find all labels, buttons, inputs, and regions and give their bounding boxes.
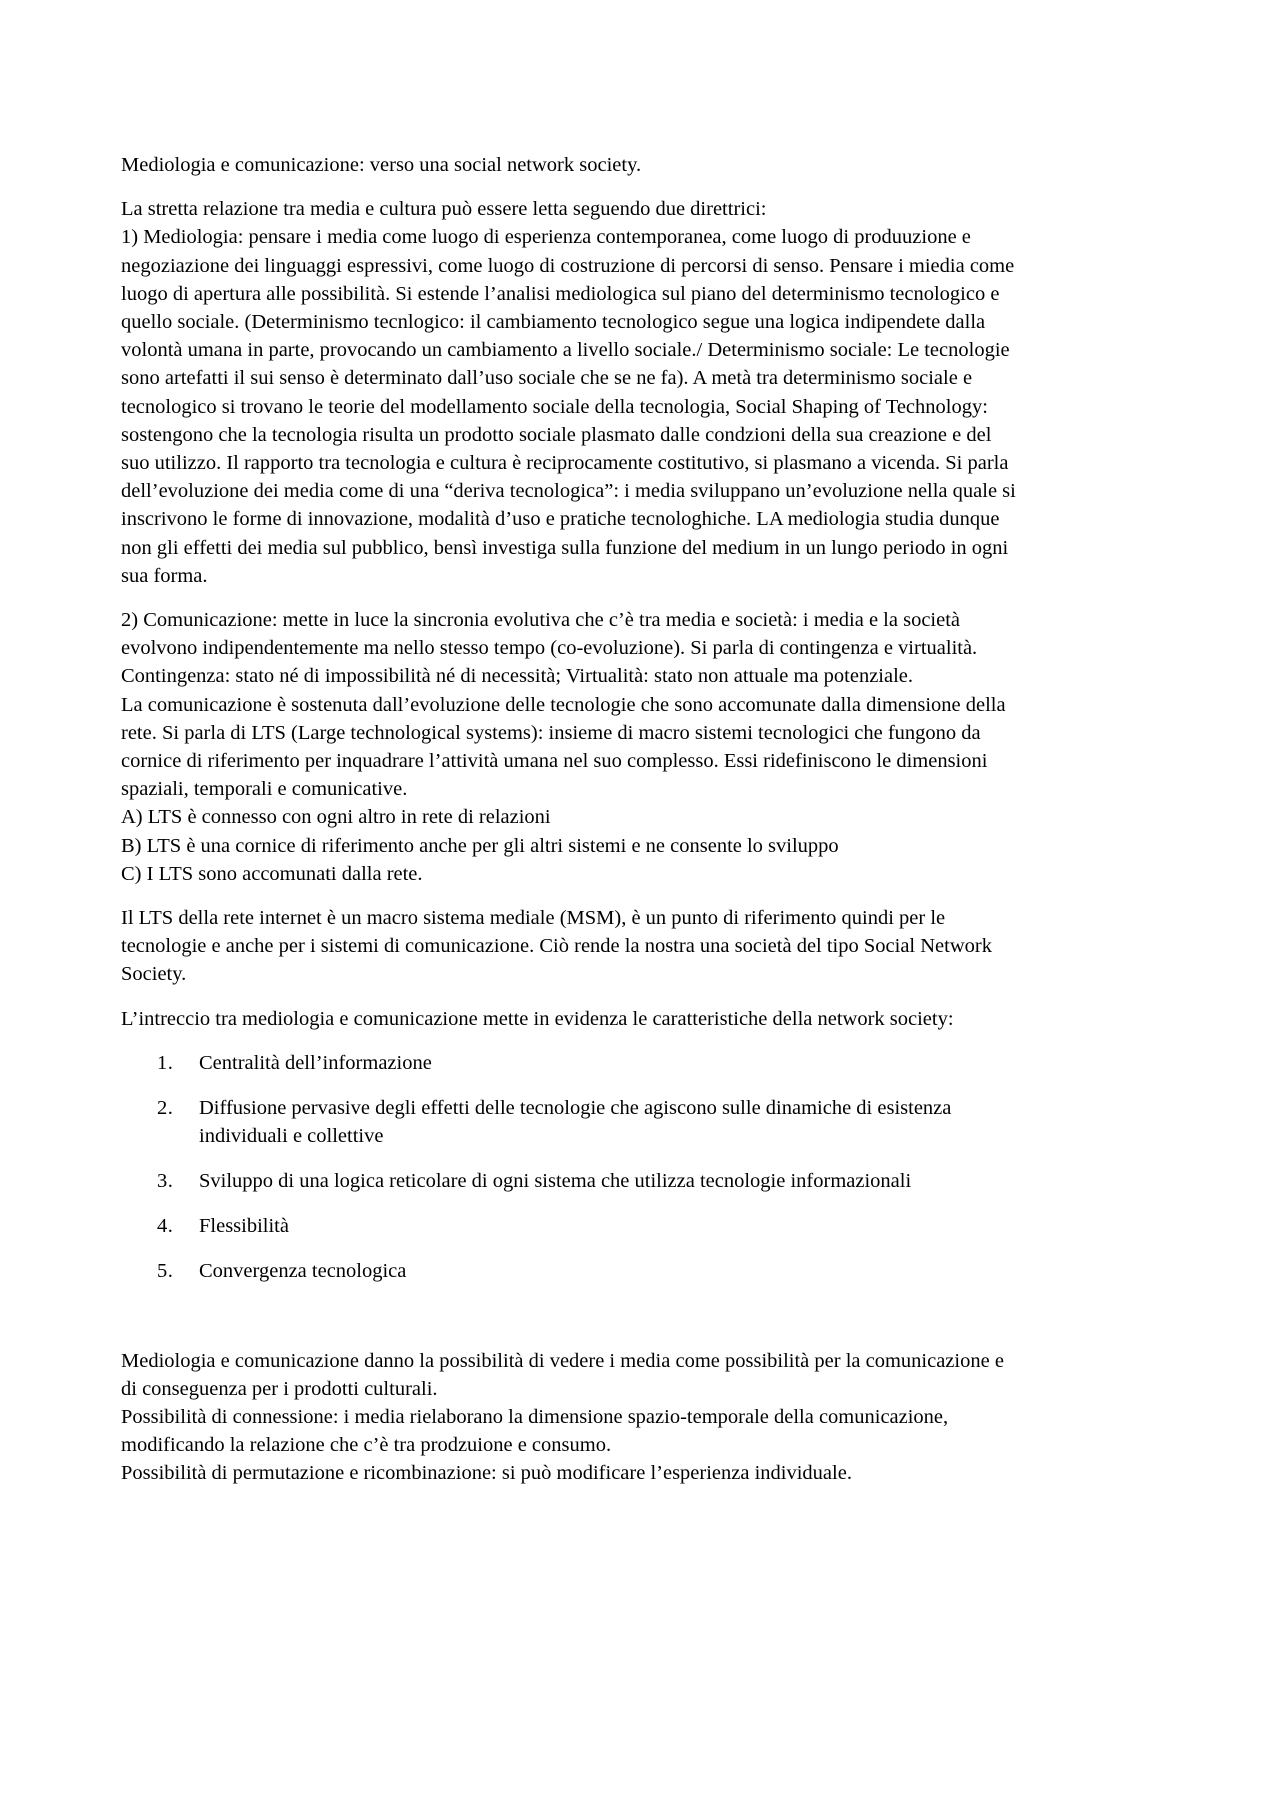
conclusion-paragraph [121, 1347, 1171, 1488]
text-line: individuali e collettive [199, 1124, 384, 1147]
text-line: sua forma. [121, 564, 208, 587]
list-item [121, 1257, 1171, 1285]
text-line: Mediologia e comunicazione danno la possibilità di vedere i media come possibilità per la comunicazione e [121, 1349, 1004, 1372]
text-line: negoziazione dei linguaggi espressivi, come luogo di costruzione di percorsi di senso. Pensare i miedia come [121, 254, 1015, 277]
characteristics-list [121, 1049, 1171, 1285]
list-number: 4. [157, 1214, 174, 1237]
title-line: Mediologia e comunicazione: verso una social network society. [121, 154, 642, 176]
list-number: 1. [157, 1051, 174, 1074]
network-intro-paragraph [121, 1005, 1171, 1033]
text-line: inscrivono le forme di innovazione, modalità d’uso e pratiche tecnologhiche. LA mediologia studia dunque [121, 508, 1000, 531]
text-line: Convergenza tecnologica [199, 1259, 407, 1282]
text-line: sono artefatti il sui senso è determinato dall’uso sociale che se ne fa). A metà tra determinismo sociale e [121, 367, 973, 390]
text-line: dell’evoluzione dei media come di una “deriva tecnologica”: i media sviluppano un’evoluzione nella quale si [121, 480, 1016, 503]
text-line: Possibilità di permutazione e ricombinazione: si può modificare l’esperienza individuale. [121, 1462, 852, 1485]
text-line: quello sociale. (Determinismo tecnlogico: il cambiamento tecnologico segue una logica indipendete dalla [121, 311, 986, 334]
text-line: cornice di riferimento per inquadrare l’attività umana nel suo complesso. Essi ridefiniscono le dimensioni [121, 750, 988, 773]
list-item [121, 1049, 1171, 1077]
text-line: tecnologico si trovano le teorie del modellamento sociale della tecnologia, Social Shaping of Technology: [121, 395, 988, 418]
text-line: suo utilizzo. Il rapporto tra tecnologia e cultura è reciprocamente costitutivo, si plasmano a vicenda. Si parla [121, 452, 1009, 475]
text-line: Contingenza: stato né di impossibilità né di necessità; Virtualità: stato non attuale ma potenziale. [121, 665, 914, 688]
text-line: Possibilità di connessione: i media rielaborano la dimensione spazio-temporale della comunicazione, [121, 1405, 949, 1428]
text-line: sostengono che la tecnologia risulta un prodotto sociale plasmato dalle condzioni della sua creazione e del [121, 423, 992, 446]
text-line: rete. Si parla di LTS (Large technological systems): insieme di macro sistemi tecnologici che fungono da [121, 721, 981, 744]
text-line: Centralità dell’informazione [199, 1051, 432, 1074]
text-line: volontà umana in parte, provocando un cambiamento a livello sociale./ Determinismo sociale: Le tecnologie [121, 339, 1010, 362]
lts-internet-paragraph [121, 904, 1171, 989]
document-body [121, 151, 1171, 1504]
empty-paragraph [121, 1302, 1171, 1347]
text-line: Il LTS della rete internet è un macro sistema mediale (MSM), è un punto di riferimento quindi per le [121, 907, 946, 930]
text-line: di conseguenza per i prodotti culturali. [121, 1377, 438, 1400]
comunicazione-paragraph [121, 606, 1171, 888]
text-line: B) LTS è una cornice di riferimento anche per gli altri sistemi e ne consente lo sviluppo [121, 834, 839, 857]
list-item [121, 1167, 1171, 1195]
document-title [121, 151, 1171, 179]
text-line: non gli effetti dei media sul pubblico, bensì investiga sulla funzione del medium in un lungo periodo in ogni [121, 536, 1009, 559]
intro-paragraph [121, 195, 1171, 590]
text-line: luogo di apertura alle possibilità. Si estende l’analisi mediologica sul piano del determinismo tecnologico e [121, 282, 1000, 305]
text-line: 2) Comunicazione: mette in luce la sincronia evolutiva che c’è tra media e società: i media e la società [121, 609, 961, 632]
text-line: evolvono indipendentemente ma nello stesso tempo (co-evoluzione). Si parla di contingenza e virtualità. [121, 637, 978, 660]
text-line: A) LTS è connesso con ogni altro in rete di relazioni [121, 806, 551, 829]
text-line: L’intreccio tra mediologia e comunicazione mette in evidenza le caratteristiche della network society: [121, 1007, 954, 1030]
list-number: 2. [157, 1096, 174, 1119]
list-item [121, 1212, 1171, 1240]
text-line: Sviluppo di una logica reticolare di ogni sistema che utilizza tecnologie informazionali [199, 1169, 912, 1192]
text-line: Flessibilità [199, 1214, 289, 1237]
text-line: spaziali, temporali e comunicative. [121, 778, 408, 801]
text-line: Society. [121, 963, 187, 986]
text-line: Diffusione pervasive degli effetti delle tecnologie che agiscono sulle dinamiche di esistenza [199, 1096, 952, 1119]
text-line: C) I LTS sono accomunati dalla rete. [121, 862, 423, 885]
list-number: 3. [157, 1169, 174, 1192]
text-line: La comunicazione è sostenuta dall’evoluzione delle tecnologie che sono accomunate dalla dimensione della [121, 693, 1006, 716]
list-item [121, 1094, 1171, 1150]
text-line: 1) Mediologia: pensare i media come luogo di esperienza contemporanea, come luogo di produuzione e [121, 226, 971, 249]
list-number: 5. [157, 1259, 174, 1282]
text-line: La stretta relazione tra media e cultura può essere letta seguendo due direttrici: [121, 198, 767, 221]
text-line: tecnologie e anche per i sistemi di comunicazione. Ciò rende la nostra una società del tipo Social Network [121, 935, 992, 958]
text-line: modificando la relazione che c’è tra prodzuione e consumo. [121, 1434, 612, 1457]
